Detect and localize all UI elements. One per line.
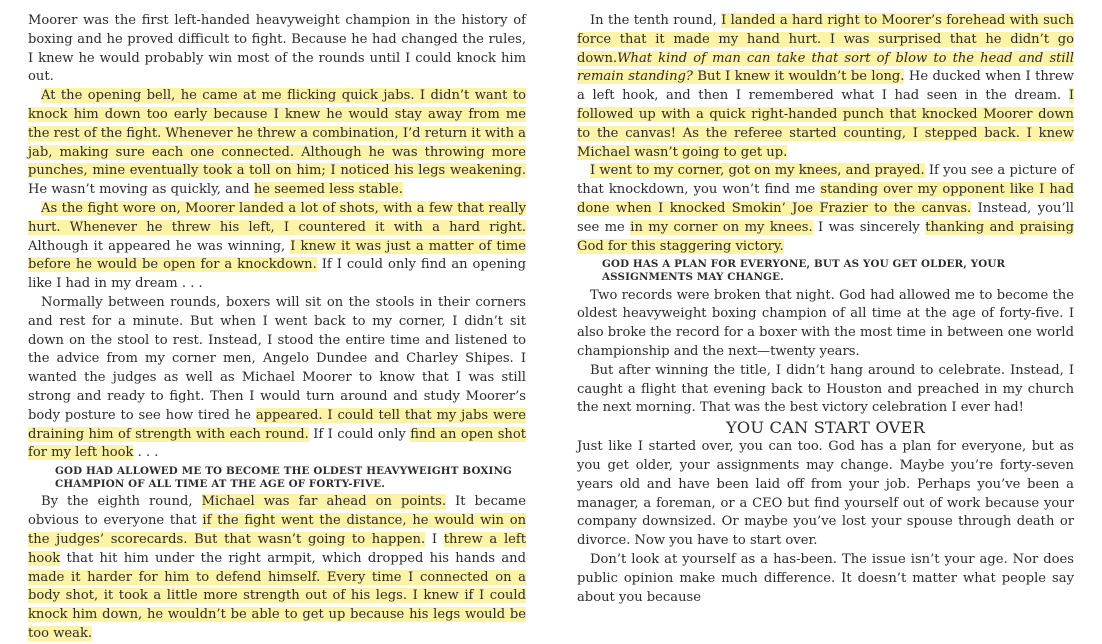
- paragraph-text: In the tenth round,: [590, 13, 722, 28]
- paragraph: [28, 12, 526, 87]
- paragraph: [577, 287, 1074, 362]
- highlighted-text: I landed a hard right to Moorer’s forehead with such force that it made my hand hurt. I was surprised that he didn’t go down.: [577, 13, 1074, 66]
- paragraph-text: If I could only find an opening like I had in my dream . . .: [28, 257, 526, 292]
- section-heading: YOU CAN START OVER: [726, 418, 925, 438]
- paragraph-text: It became obvious to everyone that: [28, 494, 526, 529]
- highlighted-italic-text: What kind of man can take that sort of blow to the head and still remain standing?: [577, 50, 1074, 85]
- paragraph: [577, 12, 1074, 162]
- highlighted-text: thanking and praising God for this staggering victory.: [577, 219, 1074, 254]
- paragraph: [577, 438, 1074, 551]
- highlighted-text: I knew it was just a matter of time before he would be open for a knockdown.: [28, 238, 527, 273]
- paragraph-text: Normally between rounds, boxers will sit on the stools in their corners and rest for a minute. But when I went back to my corner, I didn’t sit down on the stool to rest. Instead, I stood the entire time and listened to the advice from my corner men, Angelo Dundee and Charley Shipes. I wanted the judges as well as Michael Moorer to know that I was still strong and ready to fight. Then I would turn around and study Moorer’s body posture to see how tired he: [28, 294, 526, 423]
- highlighted-text: I went to my corner, got on my knees, and prayed.: [590, 163, 925, 179]
- paragraph: [577, 362, 1074, 418]
- highlighted-text: he seemed less stable.: [253, 182, 403, 198]
- highlighted-text: As the fight wore on, Moorer landed a lot of shots, with a few that really hurt. Whenever he threw his left, I countered it with a hard right.: [28, 200, 526, 235]
- right-page: [577, 12, 1074, 607]
- highlighted-text: But I knew it wouldn’t be long.: [692, 69, 905, 85]
- paragraph-text: By the eighth round,: [41, 494, 202, 510]
- highlighted-text: in my corner on my knees.: [630, 219, 813, 235]
- pull-quote: GOD HAD ALLOWED ME TO BECOME THE OLDEST HEAVYWEIGHT BOXING CHAMPION OF ALL TIME AT THE AGE OF FORTY-FIVE.: [55, 465, 512, 490]
- paragraph: [28, 294, 526, 463]
- paragraph-text: Although it appeared he was winning,: [28, 238, 291, 254]
- paragraph: [28, 87, 526, 200]
- paragraph-text: I: [425, 531, 444, 547]
- paragraph-text: He wasn’t moving as quickly, and: [28, 182, 254, 198]
- paragraph-text: I was sincerely: [812, 219, 926, 235]
- paragraph-text: Don’t look at yourself as a has-been. The issue isn’t your age. Nor does public opinion make much difference. It doesn’t matter what people say about you because: [577, 551, 1074, 605]
- highlighted-text: Michael was far ahead on points.: [201, 494, 447, 510]
- paragraph: [28, 200, 526, 294]
- highlighted-text: threw a left hook: [28, 531, 526, 566]
- paragraph-text: Just like I started over, you can too. God has a plan for everyone, but as you get older, your assignments may change. Maybe you’re forty-seven years old and have been laid off from your job. Perhaps you’ve been a manager, a foreman, or a CEO but find yourself out of work because your company downsized. Or maybe you’ve lost your spouse through death or divorce. Now you have to start over.: [577, 439, 1074, 549]
- paragraph-text: He ducked when I threw a left hook, and then I remembered what I had seen in the dream.: [577, 69, 1074, 104]
- paragraph-text: If I could only: [308, 426, 411, 442]
- paragraph-text: Moorer was the first left-handed heavyweight champion in the history of boxing and he proved difficult to fight. Because he had changed the rules, I knew he would probably win most of the rounds until I could knock him out.: [28, 13, 526, 85]
- highlighted-text: I followed up with a quick right-handed punch that knocked Moorer down to the canvas! As the referee started counting, I stepped back. I knew Michael wasn’t going to get up.: [577, 88, 1074, 160]
- paragraph-text: If you see a picture of that knockdown, you won’t find me: [577, 163, 1074, 198]
- left-page: [28, 12, 526, 644]
- highlighted-text: find an open shot for my left hook: [28, 426, 527, 461]
- highlighted-text: made it harder for him to defend himself. Every time I connected on a body shot, it took a little more strength out of his legs. I knew if I could knock him down, he wouldn’t be able to get up because his legs would be too weak.: [28, 569, 526, 641]
- paragraph-text: Two records were broken that night. God had allowed me to become the oldest heavyweight boxing champion of all time at the age of forty-five. I also broke the record for a boxer with the most time in between one world championship and the next—twenty years.: [577, 287, 1074, 359]
- paragraph: [577, 551, 1074, 607]
- paragraph: [28, 493, 526, 643]
- paragraph: [577, 162, 1074, 256]
- highlighted-text: At the opening bell, he came at me flicking quick jabs. I didn’t want to knock him down too early because I knew he would stay away from me the rest of the fight. Whenever he threw a combination, I’d return it with a jab, making sure each one connected. Although he was throwing more punches, mine eventually took a toll on him; I noticed his legs weakening.: [28, 88, 526, 179]
- paragraph-text: But after winning the title, I didn’t hang around to celebrate. Instead, I caught a flight that evening back to Houston and preached in my church the next morning. That was the best victory celebration I ever had!: [577, 362, 1074, 416]
- paragraph-text: Instead, you’ll see me: [577, 200, 1074, 235]
- highlighted-text: appeared. I could tell that my jabs were draining him of strength with each round.: [28, 407, 526, 442]
- pull-quote: GOD HAS A PLAN FOR EVERYONE, BUT AS YOU GET OLDER, YOUR ASSIGNMENTS MAY CHANGE.: [602, 258, 1006, 283]
- paragraph-text: that hit him under the right armpit, which dropped his hands and: [60, 550, 526, 566]
- highlighted-text: standing over my opponent like I had done when I knocked Smokin’ Joe Frazier to the canvas.: [577, 182, 1074, 216]
- highlighted-text: if the fight went the distance, he would win on the judges’ scorecards. But that wasn’t going to happen.: [28, 513, 527, 547]
- paragraph-text: . . .: [133, 445, 159, 461]
